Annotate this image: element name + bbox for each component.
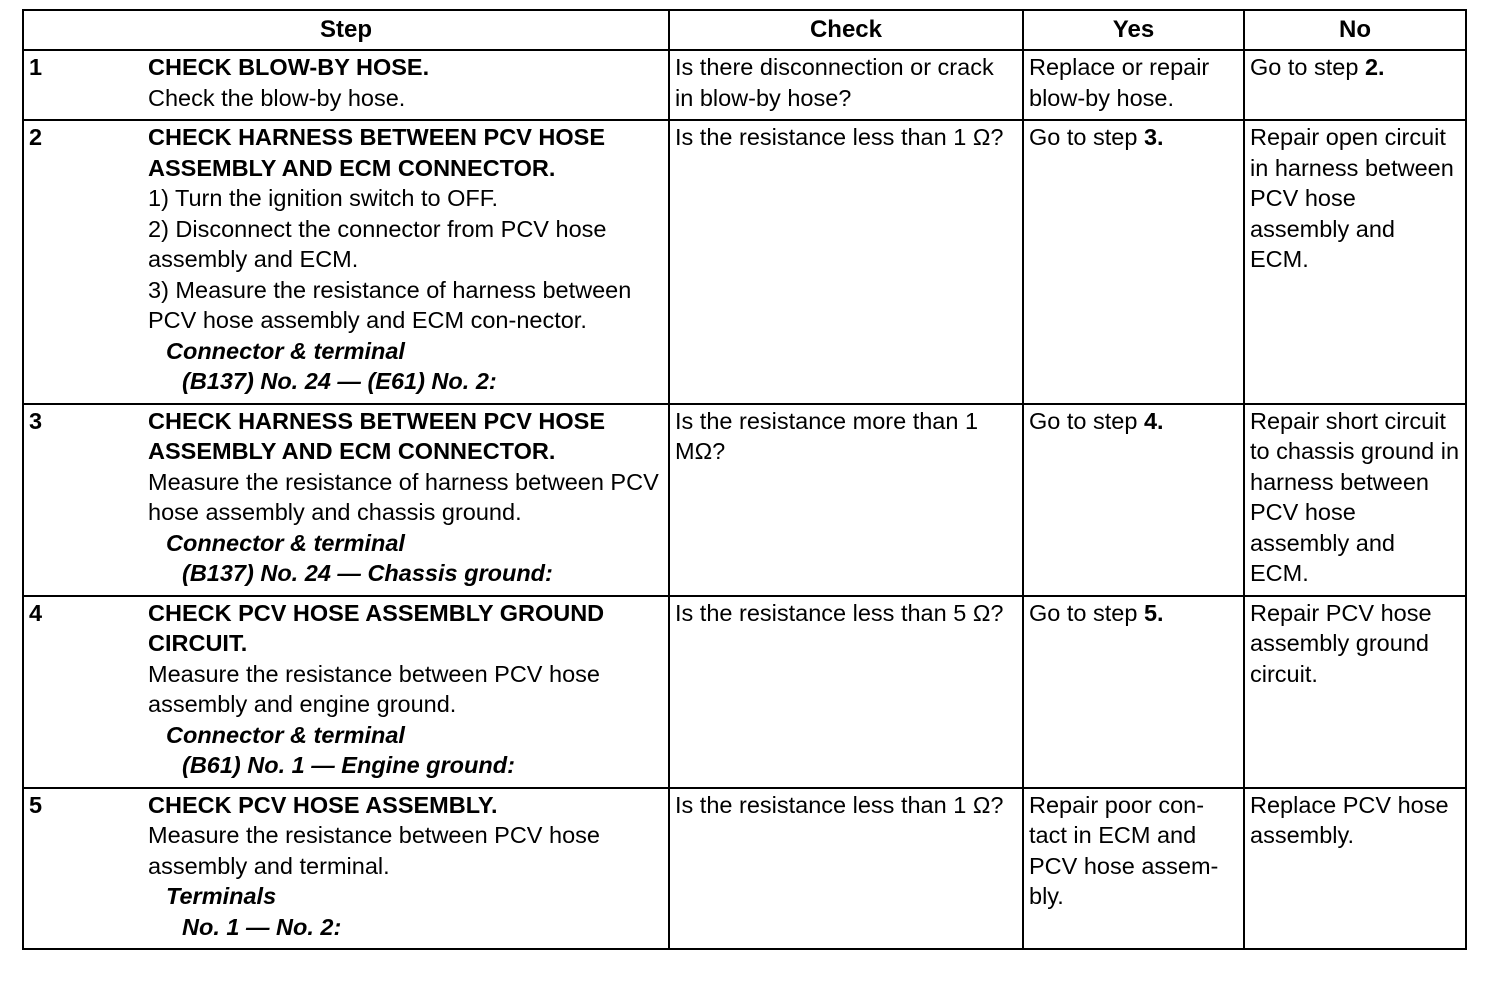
- step-cell: [23, 788, 669, 950]
- step-instruction: Check the blow-by hose.: [148, 84, 406, 111]
- table-row: [23, 120, 1466, 404]
- step-instruction: 1) Turn the ignition switch to OFF.: [148, 185, 499, 211]
- no-text: Repair open circuit in harness between PCV hose assembly and ECM.: [1250, 124, 1454, 272]
- header-row: [23, 10, 1466, 50]
- check-cell: Is the resistance less than 1 Ω?: [669, 788, 1023, 950]
- step-cell: [23, 50, 669, 120]
- yes-cell: [1023, 596, 1244, 788]
- yes-text: Replace or repair blow-by hose.: [1029, 54, 1210, 111]
- yes-end: .: [1157, 599, 1164, 626]
- no-step-ref: 2: [1364, 54, 1379, 80]
- connector-terminal-label: Connector & terminal: [166, 721, 405, 748]
- diagnosis-table: [22, 9, 1467, 950]
- yes-text: Go to step: [1029, 407, 1144, 434]
- no-text: Go to step: [1250, 54, 1365, 80]
- step-title: CHECK PCV HOSE ASSEMBLY GROUND CIRCUIT.: [148, 599, 605, 656]
- connector-terminal-value: (B137) No. 24 — Chassis ground:: [182, 560, 553, 586]
- step-title: CHECK HARNESS BETWEEN PCV HOSE ASSEMBLY AND ECM CONNECTOR.: [148, 124, 605, 181]
- table-row: [23, 50, 1466, 120]
- connector-terminal-label: Terminals: [166, 883, 277, 909]
- no-text: Repair short circuit to chassis ground in harness between PCV hose assembly and ECM.: [1250, 407, 1460, 586]
- header-check: Check: [669, 10, 1023, 50]
- step-instruction: 2) Disconnect the connector from PCV hose assembly and ECM.: [148, 215, 607, 272]
- check-cell: Is the resistance less than 1 Ω?: [669, 120, 1023, 404]
- step-title: CHECK BLOW-BY HOSE.: [148, 54, 430, 80]
- no-text: Replace PCV hose assembly.: [1250, 791, 1449, 848]
- connector-terminal-value: No. 1 — No. 2:: [182, 913, 342, 940]
- step-cell: [23, 596, 669, 788]
- step-number: 5: [29, 791, 43, 818]
- yes-cell: [1023, 50, 1244, 120]
- yes-step-ref: 4: [1143, 407, 1158, 434]
- step-instruction: Measure the resistance between PCV hose assembly and terminal.: [148, 822, 600, 879]
- header-step: Step: [23, 10, 669, 50]
- no-cell: [1244, 120, 1466, 404]
- yes-step-ref: 5: [1143, 599, 1158, 626]
- table-row: [23, 596, 1466, 788]
- yes-cell: [1023, 120, 1244, 404]
- yes-cell: [1023, 404, 1244, 596]
- yes-end: .: [1157, 407, 1164, 434]
- step-number: 3: [29, 407, 43, 434]
- yes-end: .: [1157, 124, 1164, 150]
- no-end: .: [1378, 54, 1385, 80]
- step-cell: [23, 404, 669, 596]
- no-cell: [1244, 50, 1466, 120]
- check-cell: Is the resistance more than 1 MΩ?: [669, 404, 1023, 596]
- no-cell: [1244, 596, 1466, 788]
- check-cell: Is there disconnection or crack in blow-by hose?: [669, 50, 1023, 120]
- connector-terminal-label: Connector & terminal: [166, 337, 405, 364]
- header-no: No: [1244, 10, 1466, 50]
- step-title: CHECK PCV HOSE ASSEMBLY.: [148, 791, 498, 818]
- table-row: [23, 788, 1466, 950]
- no-cell: [1244, 404, 1466, 596]
- connector-terminal-value: (B61) No. 1 — Engine ground:: [182, 752, 515, 778]
- connector-terminal-label: Connector & terminal: [166, 529, 405, 556]
- step-instruction: Measure the resistance of harness between PCV hose assembly and chassis ground.: [148, 468, 659, 525]
- check-cell: Is the resistance less than 5 Ω?: [669, 596, 1023, 788]
- step-instruction: 3) Measure the resistance of harness between PCV hose assembly and ECM con-nector.: [148, 276, 632, 333]
- table-row: [23, 404, 1466, 596]
- step-title: CHECK HARNESS BETWEEN PCV HOSE ASSEMBLY AND ECM CONNECTOR.: [148, 407, 605, 464]
- no-text: Repair PCV hose assembly ground circuit.: [1250, 599, 1432, 687]
- yes-text: Go to step: [1029, 124, 1144, 150]
- yes-step-ref: 3: [1143, 124, 1158, 150]
- no-cell: [1244, 788, 1466, 950]
- yes-cell: [1023, 788, 1244, 950]
- header-yes: Yes: [1023, 10, 1244, 50]
- yes-text: Go to step: [1029, 599, 1144, 626]
- yes-text: Repair poor con-tact in ECM and PCV hose assem-bly.: [1029, 791, 1219, 909]
- step-number: 2: [29, 124, 43, 150]
- step-number: 1: [29, 54, 43, 80]
- step-number: 4: [29, 599, 43, 626]
- step-instruction: Measure the resistance between PCV hose assembly and engine ground.: [148, 660, 600, 717]
- step-cell: [23, 120, 669, 404]
- connector-terminal-value: (B137) No. 24 — (E61) No. 2:: [182, 368, 497, 394]
